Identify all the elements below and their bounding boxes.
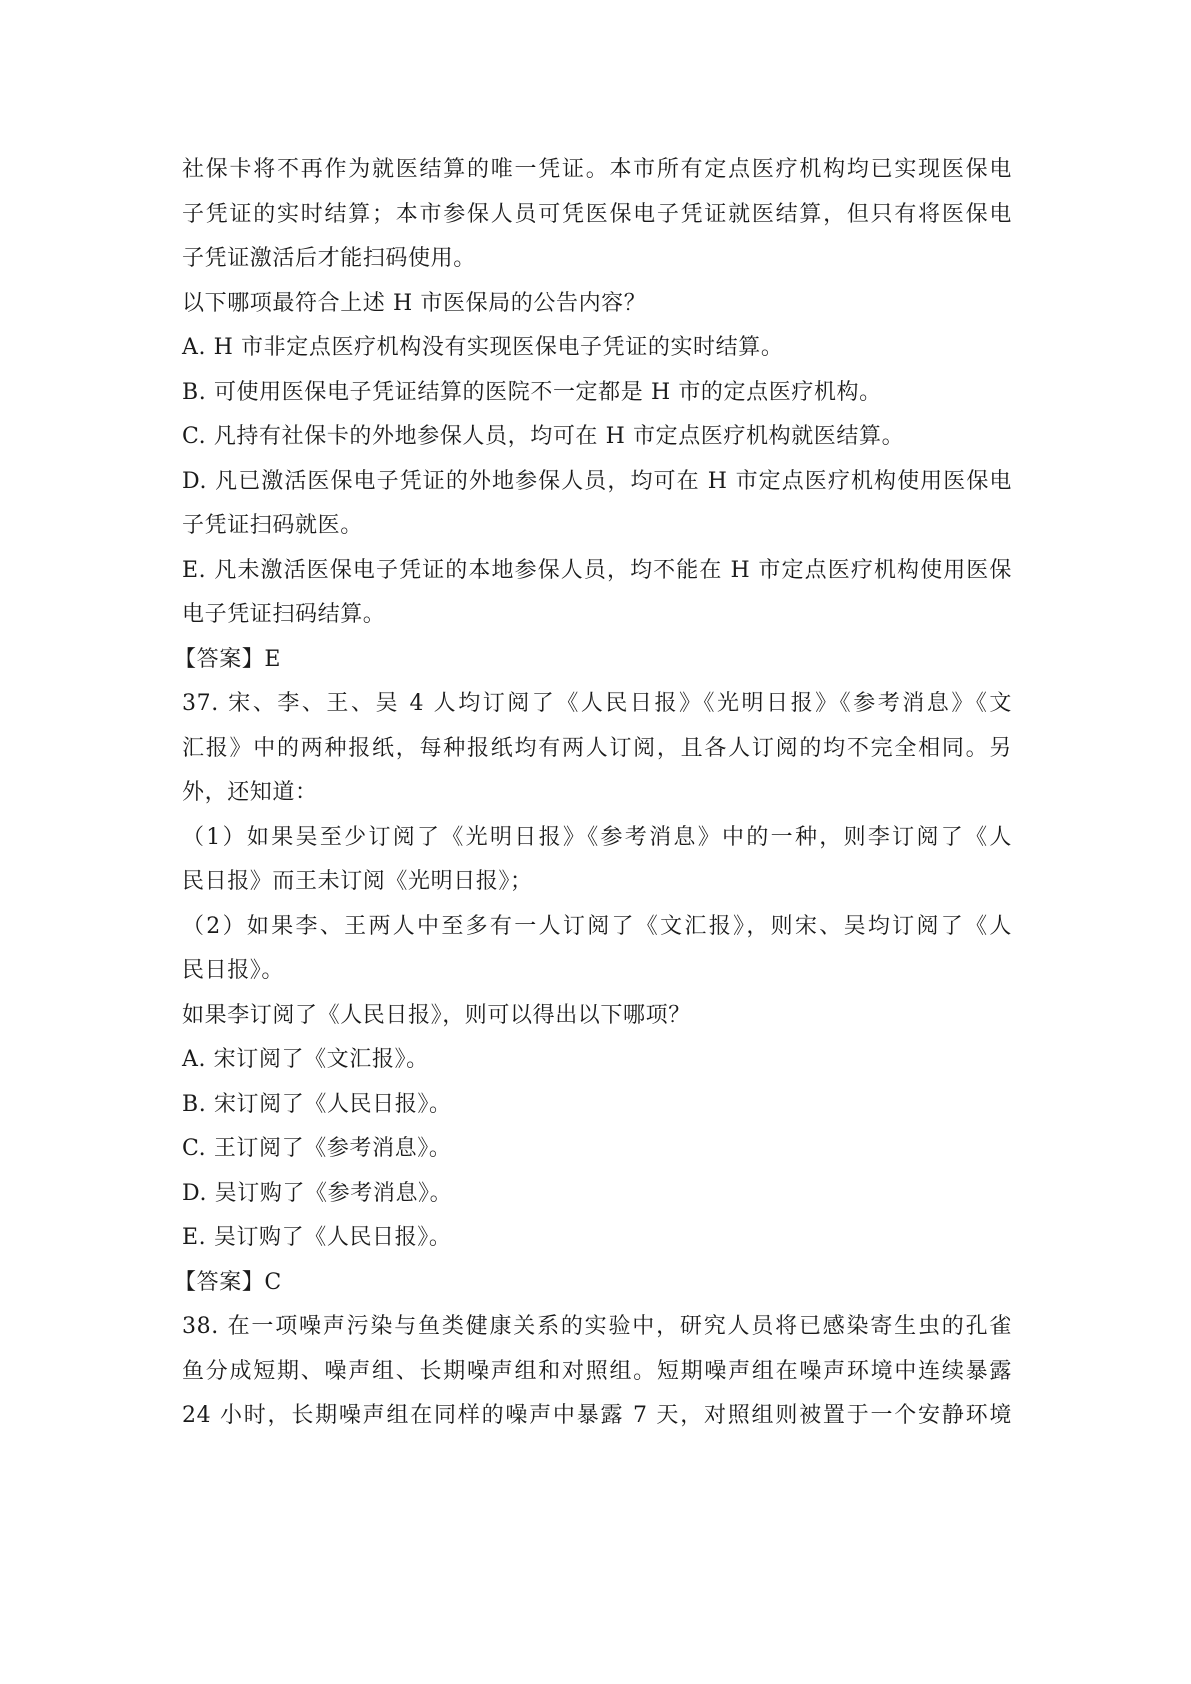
question-37-line: 外，还知道：	[182, 780, 318, 805]
paragraph-line: 子凭证的实时结算；本市参保人员可凭医保电子凭证就医结算，但只有将医保电	[182, 201, 1012, 227]
option-e-continued: 电子凭证扫码结算。	[182, 602, 386, 627]
option-c: C. 王订阅了《参考消息》。	[182, 1136, 452, 1161]
option-b: B. 宋订阅了《人民日报》。	[182, 1091, 452, 1117]
option-d: D. 吴订购了《参考消息》。	[182, 1180, 453, 1206]
condition-2: （2）如果李、王两人中至多有一人订阅了《文汇报》，则宋、吴均订阅了《人	[182, 913, 1012, 939]
answer-line: 【答案】C	[174, 1269, 282, 1295]
option-a: A. 宋订阅了《文汇报》。	[182, 1047, 429, 1072]
option-c: C. 凡持有社保卡的外地参保人员，均可在 H 市定点医疗机构就医结算。	[182, 424, 905, 449]
condition-2-continued: 民日报》。	[182, 958, 285, 983]
question-38-line: 24 小时，长期噪声组在同样的噪声中暴露 7 天，对照组则被置于一个安静环境	[182, 1403, 1012, 1428]
question-prompt: 如果李订阅了《人民日报》，则可以得出以下哪项？	[182, 1002, 691, 1028]
paragraph-line: 子凭证激活后才能扫码使用。	[182, 246, 476, 271]
condition-1: （1）如果吴至少订阅了《光明日报》《参考消息》中的一种，则李订阅了《人	[182, 824, 1012, 850]
question-prompt: 以下哪项最符合上述 H 市医保局的公告内容？	[182, 290, 647, 316]
option-a: A. H 市非定点医疗机构没有实现医保电子凭证的实时结算。	[182, 335, 784, 360]
option-e: E. 吴订购了《人民日报》。	[182, 1225, 452, 1250]
question-37: 37. 宋、李、王、吴 4 人均订阅了《人民日报》《光明日报》《参考消息》《文	[182, 691, 1012, 716]
option-e: E. 凡未激活医保电子凭证的本地参保人员，均不能在 H 市定点医疗机构使用医保	[182, 557, 1012, 583]
condition-1-continued: 民日报》而王未订阅《光明日报》；	[182, 869, 533, 894]
option-d: D. 凡已激活医保电子凭证的外地参保人员，均可在 H 市定点医疗机构使用医保电	[182, 468, 1012, 494]
paragraph-line: 社保卡将不再作为就医结算的唯一凭证。本市所有定点医疗机构均已实现医保电	[182, 157, 1012, 182]
document-body	[174, 148, 1012, 1439]
option-b: B. 可使用医保电子凭证结算的医院不一定都是 H 市的定点医疗机构。	[182, 379, 882, 405]
question-38-line: 鱼分成短期、噪声组、长期噪声组和对照组。短期噪声组在噪声环境中连续暴露	[182, 1358, 1012, 1384]
question-37-line: 汇报》中的两种报纸，每种报纸均有两人订阅，且各人订阅的均不完全相同。另	[182, 735, 1012, 761]
answer-line: 【答案】E	[174, 646, 282, 672]
option-d-continued: 子凭证扫码就医。	[182, 513, 363, 538]
question-38: 38. 在一项噪声污染与鱼类健康关系的实验中，研究人员将已感染寄生虫的孔雀	[182, 1314, 1012, 1339]
